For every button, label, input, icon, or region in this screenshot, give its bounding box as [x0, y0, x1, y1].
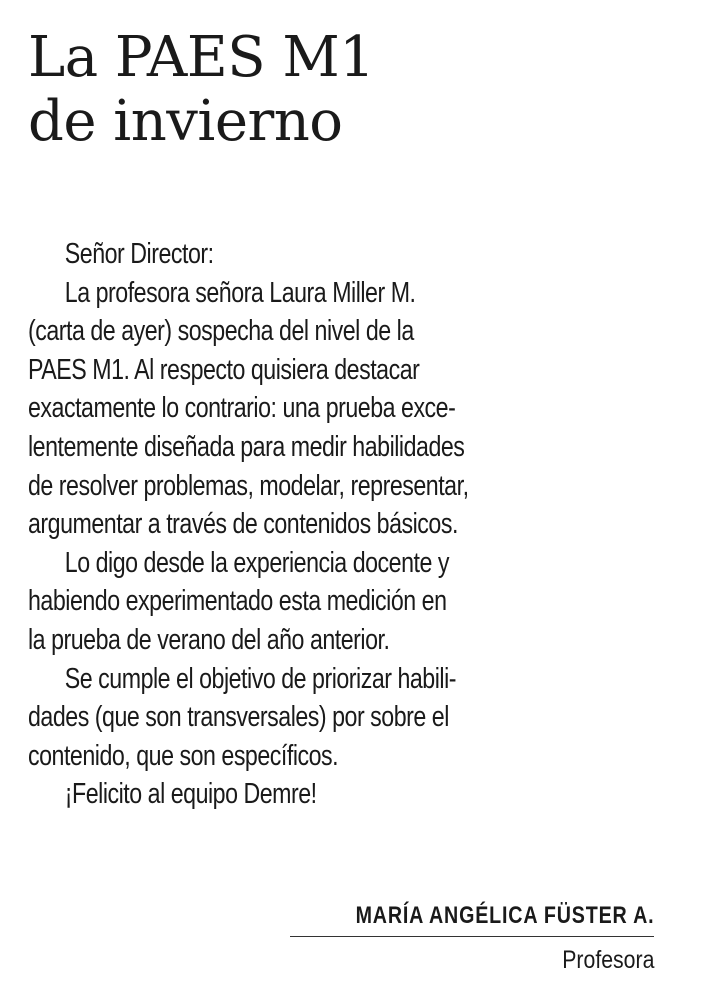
letter-line: ¡Felicito al equipo Demre! — [64, 778, 317, 811]
letter-line: habiendo experimentado esta medición en — [28, 585, 447, 618]
signature-role: Profesora — [561, 946, 654, 974]
letter-line: La profesora señora Laura Miller M. — [64, 276, 416, 309]
letter-line: PAES M1. Al respecto quisiera destacar — [28, 353, 420, 386]
letter-line: (carta de ayer) sospecha del nivel de la — [28, 315, 414, 348]
letter-line: Señor Director: — [64, 238, 214, 270]
letter-line: lentemente diseñada para medir habilidades — [28, 430, 465, 463]
letter-body — [28, 235, 580, 814]
signature-divider — [290, 936, 654, 937]
headline — [28, 26, 688, 154]
letter-line: argumentar a través de contenidos básicos. — [28, 508, 458, 541]
signature — [290, 901, 654, 931]
letter-line: de resolver problemas, modelar, representar, — [28, 469, 469, 502]
letter-line: Se cumple el objetivo de priorizar habili- — [64, 662, 457, 695]
headline-line-1: La PAES M1 — [28, 25, 375, 90]
letter-line: contenido, que son específicos. — [28, 739, 339, 772]
headline-line-2: de invierno — [28, 89, 343, 154]
letter-line: Lo digo desde la experiencia docente y — [64, 546, 449, 579]
letter-line: la prueba de verano del año anterior. — [28, 623, 390, 656]
letter-line: exactamente lo contrario: una prueba exce- — [28, 392, 456, 425]
letter-line: dades (que son transversales) por sobre el — [28, 701, 449, 734]
signature-name: MARÍA ANGÉLICA FÜSTER A. — [355, 902, 654, 929]
